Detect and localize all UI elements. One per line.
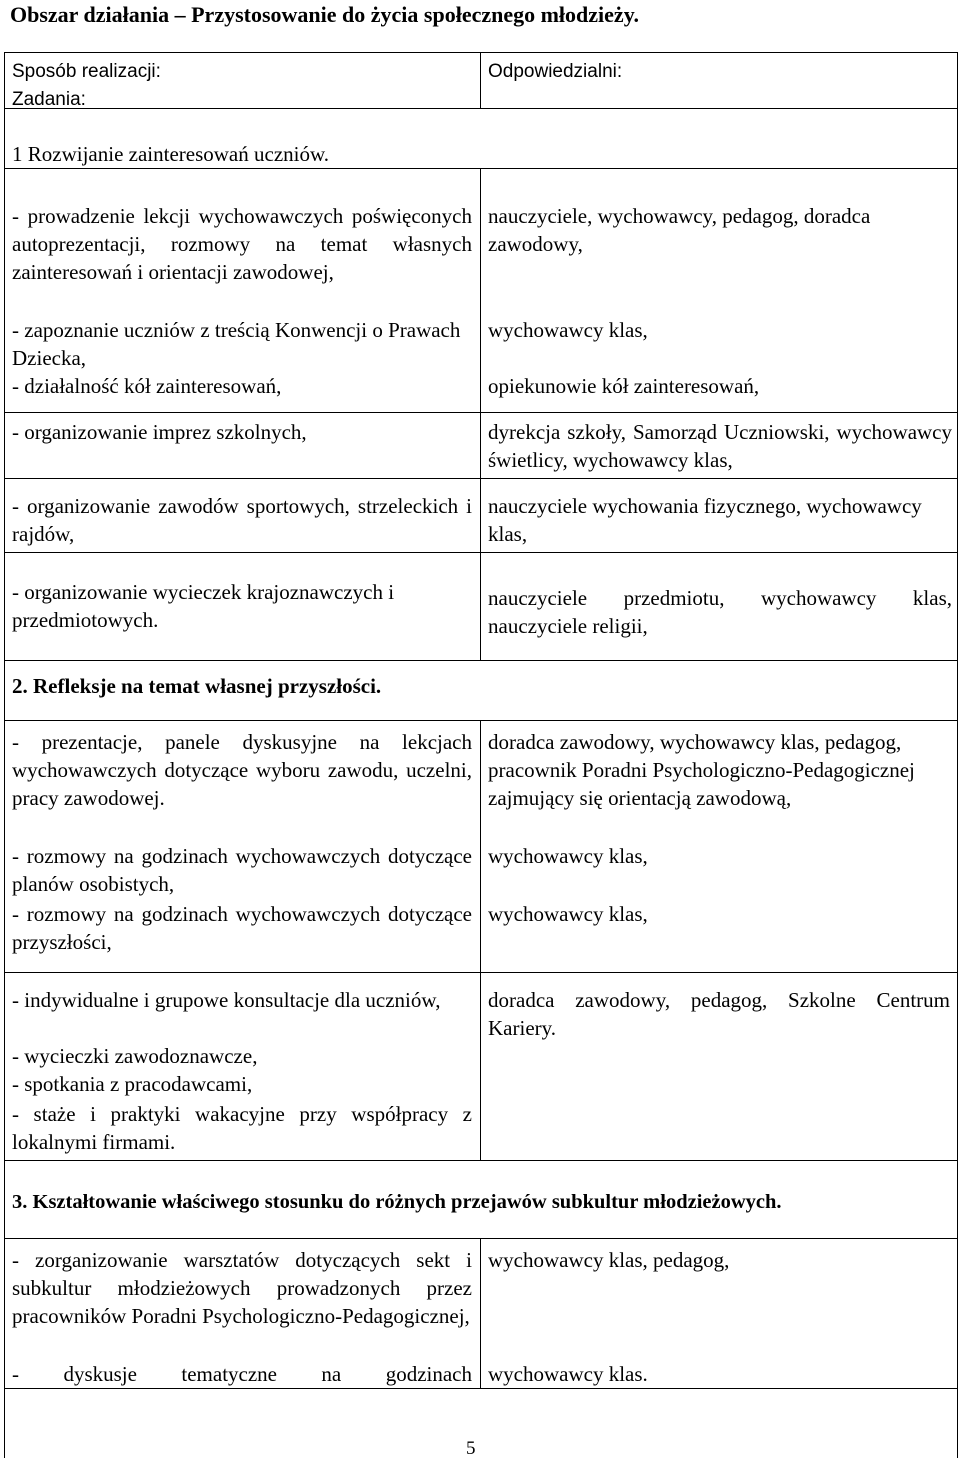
responsible-item: wychowawcy klas, pedagog, xyxy=(488,1248,730,1272)
task-item: - organizowanie wycieczek krajoznawczych i przedmiotowych. xyxy=(12,580,395,632)
task-item: - działalność kół zainteresowań, xyxy=(12,374,282,398)
header-divider xyxy=(480,52,481,108)
task-item: - staże i praktyki wakacyjne przy współpracy z lokalnymi firmami. xyxy=(12,1102,472,1154)
tasks-label: Zadania: xyxy=(12,89,86,110)
responsible-item: dyrekcja szkoły, Samorząd Uczniowski, wychowawcy świetlicy, wychowawcy klas, xyxy=(488,420,952,472)
row-line xyxy=(4,478,958,479)
section2-divider xyxy=(480,720,481,1160)
page-number: 5 xyxy=(466,1438,476,1459)
row-line xyxy=(4,972,958,973)
section2-title-line xyxy=(4,720,958,721)
row-line xyxy=(4,1160,958,1161)
section2-title: 2. Refleksje na temat własnej przyszłości. xyxy=(12,674,382,698)
method-label: Sposób realizacji: xyxy=(12,61,161,82)
area-title: Obszar działania – Przystosowanie do życia społecznego młodzieży. xyxy=(10,2,639,27)
responsible-item: doradca zawodowy, wychowawcy klas, pedagog, pracownik Poradni Psychologiczno-Pedagogicznej zajmujący się orientacją zawodową, xyxy=(488,730,915,810)
row-line xyxy=(4,412,958,413)
responsible-item: wychowawcy klas, xyxy=(488,844,648,868)
task-item: - indywidualne i grupowe konsultacje dla uczniów, xyxy=(12,988,441,1012)
task-item: - organizowanie imprez szkolnych, xyxy=(12,420,307,444)
section3-divider xyxy=(480,1238,481,1388)
task-item: - zapoznanie uczniów z treścią Konwencji o Prawach Dziecka, xyxy=(12,318,461,370)
table-border-left xyxy=(4,52,5,660)
section3-title: 3. Kształtowanie właściwego stosunku do różnych przejawów subkultur młodzieżowych. xyxy=(12,1191,782,1213)
section1-divider xyxy=(480,168,481,660)
task-item: - spotkania z pracodawcami, xyxy=(12,1072,253,1096)
responsible-item: nauczyciele, wychowawcy, pedagog, doradca zawodowy, xyxy=(488,204,871,256)
table-border-top xyxy=(4,52,958,53)
task-item: - prezentacje, panele dyskusyjne na lekcjach wychowawczych dotyczące wyboru zawodu, uczelni, pracy zawodowej. xyxy=(12,730,472,810)
responsible-item: wychowawcy klas, xyxy=(488,902,648,926)
header-bottom-line xyxy=(4,108,958,109)
row-line xyxy=(4,660,958,661)
task-item: - rozmowy na godzinach wychowawczych dotyczące planów osobistych, xyxy=(12,844,472,896)
task-item: - rozmowy na godzinach wychowawczych dotyczące przyszłości, xyxy=(12,902,472,954)
table-border-left xyxy=(4,660,5,1458)
task-item: - dyskusje tematyczne na godzinach xyxy=(12,1362,472,1386)
table-border-right xyxy=(957,660,958,1458)
task-item: - zorganizowanie warsztatów dotyczących sekt i subkultur młodzieżowych prowadzonych przez pracowników Poradni Psychologiczno-Pedagogicznej, xyxy=(12,1248,472,1328)
responsible-item: wychowawcy klas, xyxy=(488,318,648,342)
responsible-item: opiekunowie kół zainteresowań, xyxy=(488,374,760,398)
responsible-item: doradca zawodowy, pedagog, Szkolne Centrum Kariery. xyxy=(488,988,950,1040)
responsible-item: nauczyciele przedmiotu, wychowawcy klas, nauczyciele religii, xyxy=(488,586,952,638)
table-border-bottom xyxy=(4,1388,958,1389)
responsible-label: Odpowiedzialni: xyxy=(488,61,623,82)
row-line xyxy=(4,552,958,553)
task-item: - wycieczki zawodoznawcze, xyxy=(12,1044,258,1068)
section1-title-line xyxy=(4,168,958,169)
section3-title-line xyxy=(4,1238,958,1239)
task-item: - prowadzenie lekcji wychowawczych poświęconych autoprezentacji, rozmowy na temat własnych zainteresowań i orientacji zawodowej, xyxy=(12,204,472,284)
table-border-right xyxy=(957,52,958,660)
task-item: - organizowanie zawodów sportowych, strzeleckich i rajdów, xyxy=(12,494,472,546)
section1-title: 1 Rozwijanie zainteresowań uczniów. xyxy=(12,142,330,166)
responsible-item: wychowawcy klas. xyxy=(488,1362,648,1386)
responsible-item: nauczyciele wychowania fizycznego, wychowawcy klas, xyxy=(488,494,922,546)
